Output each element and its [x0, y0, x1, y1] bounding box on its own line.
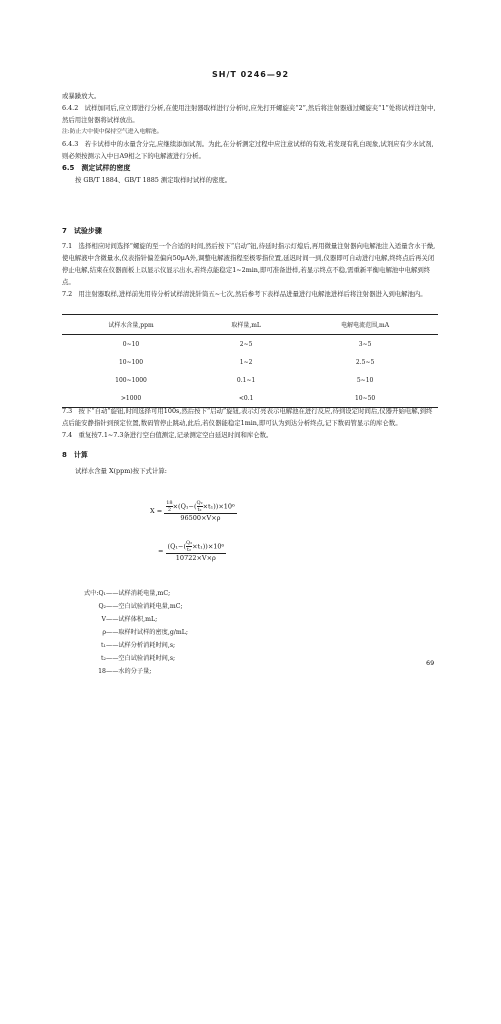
section-6-5-body: 按 GB/T 1884、GB/T 1885 测定取样时试样的密度。 — [75, 176, 232, 184]
definition-row: t₁——试样分析消耗时间,s; — [101, 642, 176, 649]
paragraph-7-4: 7.4 重复按7.1~7.3条进行空白值测定,记录测定空白延迟时间和库仑数。 — [62, 431, 273, 439]
section-6-5-title: 6.5 测定试样的密度 — [62, 164, 131, 172]
top-section — [62, 90, 438, 186]
table-cell: 0~10 — [122, 340, 140, 348]
column-header-current-range: 电解电流范围,mA — [292, 315, 438, 335]
table-row — [62, 371, 438, 389]
formula-numerator: (Q₁−( $\frac{\text{Q₂}}{\text{t₂}}\times t_1))\times 10^6$ — [167, 540, 225, 553]
formula-lhs: = — [158, 547, 164, 555]
table-cell: <0.1 — [200, 389, 292, 408]
definition-row: 式中:Q₁——试样消耗电量,mC; — [83, 590, 171, 597]
symbol-definitions — [62, 587, 188, 678]
formula-denominator: 10722×V×ρ — [175, 554, 216, 562]
column-header-sample-volume: 取样量,mL — [200, 315, 292, 335]
page-number: 69 — [426, 659, 435, 667]
definition-row: 18——水的分子量; — [98, 668, 152, 675]
paragraph-6-4-2: 6.4.2 试样加同后,应立即进行分析,在使用注射器取样进行分析时,应先打开螺旋夹“2”,然后将注射器通过螺旋夹“1”处将试样注射中,然后用注射器将试样放出。 — [62, 104, 436, 124]
table-cell: 2.5~5 — [355, 358, 375, 366]
formula-numerator: $\frac{18}{2}\times(Q_1-$( $\frac{\text{Q₂}}{\text{t₂}}\times t_1))\times 10^6$ — [166, 500, 235, 513]
formula-1 — [150, 500, 237, 522]
section-8-title: 8 计算 — [62, 451, 88, 459]
table-cell: 1~2 — [239, 358, 253, 366]
table-cell: 10~100 — [118, 358, 144, 366]
section-7-title: 7 试验步骤 — [62, 227, 102, 235]
note: 注:防止大中使中保持空气进入电解池。 — [62, 129, 163, 135]
table-cell: 100~1000 — [115, 376, 147, 384]
formula-fraction — [164, 500, 236, 522]
fraction-q2-over-t2: $\frac{\text{Q₂}}{\text{t₂}}$ — [196, 500, 203, 513]
paragraph-6-4-3: 6.4.3 若卡试样中的水量含分完,应继续添加试剂。为此,在分析测定过程中应注意试样的有效,若发现有乳白现象,试剂应有少水试剂,则必须按测示入中日A9相之下的电解液进行分析。 — [62, 140, 434, 160]
table-row — [62, 335, 438, 354]
fraction-q2-over-t2: $\frac{\text{Q₂}}{\text{t₂}}$ — [185, 540, 193, 553]
definition-row: V——试样体积,mL; — [101, 616, 158, 623]
document-header: SH/T 0246—92 — [211, 70, 290, 79]
formula-fraction — [166, 540, 227, 562]
formula-2 — [158, 540, 226, 562]
table-cell: 2~5 — [239, 340, 253, 348]
definition-row: ρ——取样时试样的密度,g/mL; — [102, 629, 188, 636]
column-header-water-content: 试样水含量,ppm — [62, 315, 200, 335]
section-7 — [62, 225, 438, 300]
fraction-18-over-2: $\frac{18}{2}$ — [166, 500, 173, 513]
formula-intro: 试样水含量 X(ppm)按下式计算: — [75, 467, 167, 475]
definition-row: Q₂——空白试验消耗电量,mC; — [98, 603, 183, 610]
table-cell: 5~10 — [356, 376, 374, 384]
table-row — [62, 353, 438, 371]
definition-row: t₂——空白试验消耗时间,s; — [101, 655, 176, 662]
table-cell: >1000 — [62, 389, 200, 408]
paragraph: 或暴躁放大。 — [62, 92, 101, 100]
paragraph-7-1: 7.1 选择相应时间选择“螺旋的至一个合适的时间,然后按下“启动”钮,待延时指示灯熄后,再用微量注射器向电解池注入适量含水干燥,使电解液中含微量水,仪表指针偏差偏向50μA外,调整电解液指程至极零指位置,延迟时间一到,仪器即可自动进行电解,终终点后再关闭停止电解,结束在仪器面板上以显示仪显示出水,若终点能稳定1~2min,即可准备进样,若显示终点不稳,需重新平衡电解池中电解到终点。 — [62, 242, 436, 286]
sample-volume-table — [62, 314, 438, 408]
formula-lhs: X = — [150, 507, 163, 515]
table-cell: 0.1~1 — [236, 376, 256, 384]
paragraph-7-2: 7.2 用注射器取样,进样前先用待分析试样清洗针筒五~七次,然后参考下表样品进量进行电解池进样后将注射器进入到电解池内。 — [62, 290, 427, 298]
table-cell: 10~50 — [292, 389, 438, 408]
table-header-row — [62, 315, 438, 335]
formula-denominator: 96500×V×ρ — [180, 514, 221, 522]
paragraph-7-3: 7.3 按下“自动”旋钮,时间选择可用100s,然后按下“启动”旋钮,表示灯亮表示电解池在进行反应,待到设定时间后,仪器开始电解,到终点后能安静指针到预定位置,数码管停止跳动,此后,若仪器能稳定1min,即可认为到达分析终点,记下数码管显示的库仑数。 — [62, 407, 433, 427]
table-cell: 3~5 — [358, 340, 372, 348]
section-7-continued — [62, 405, 438, 477]
